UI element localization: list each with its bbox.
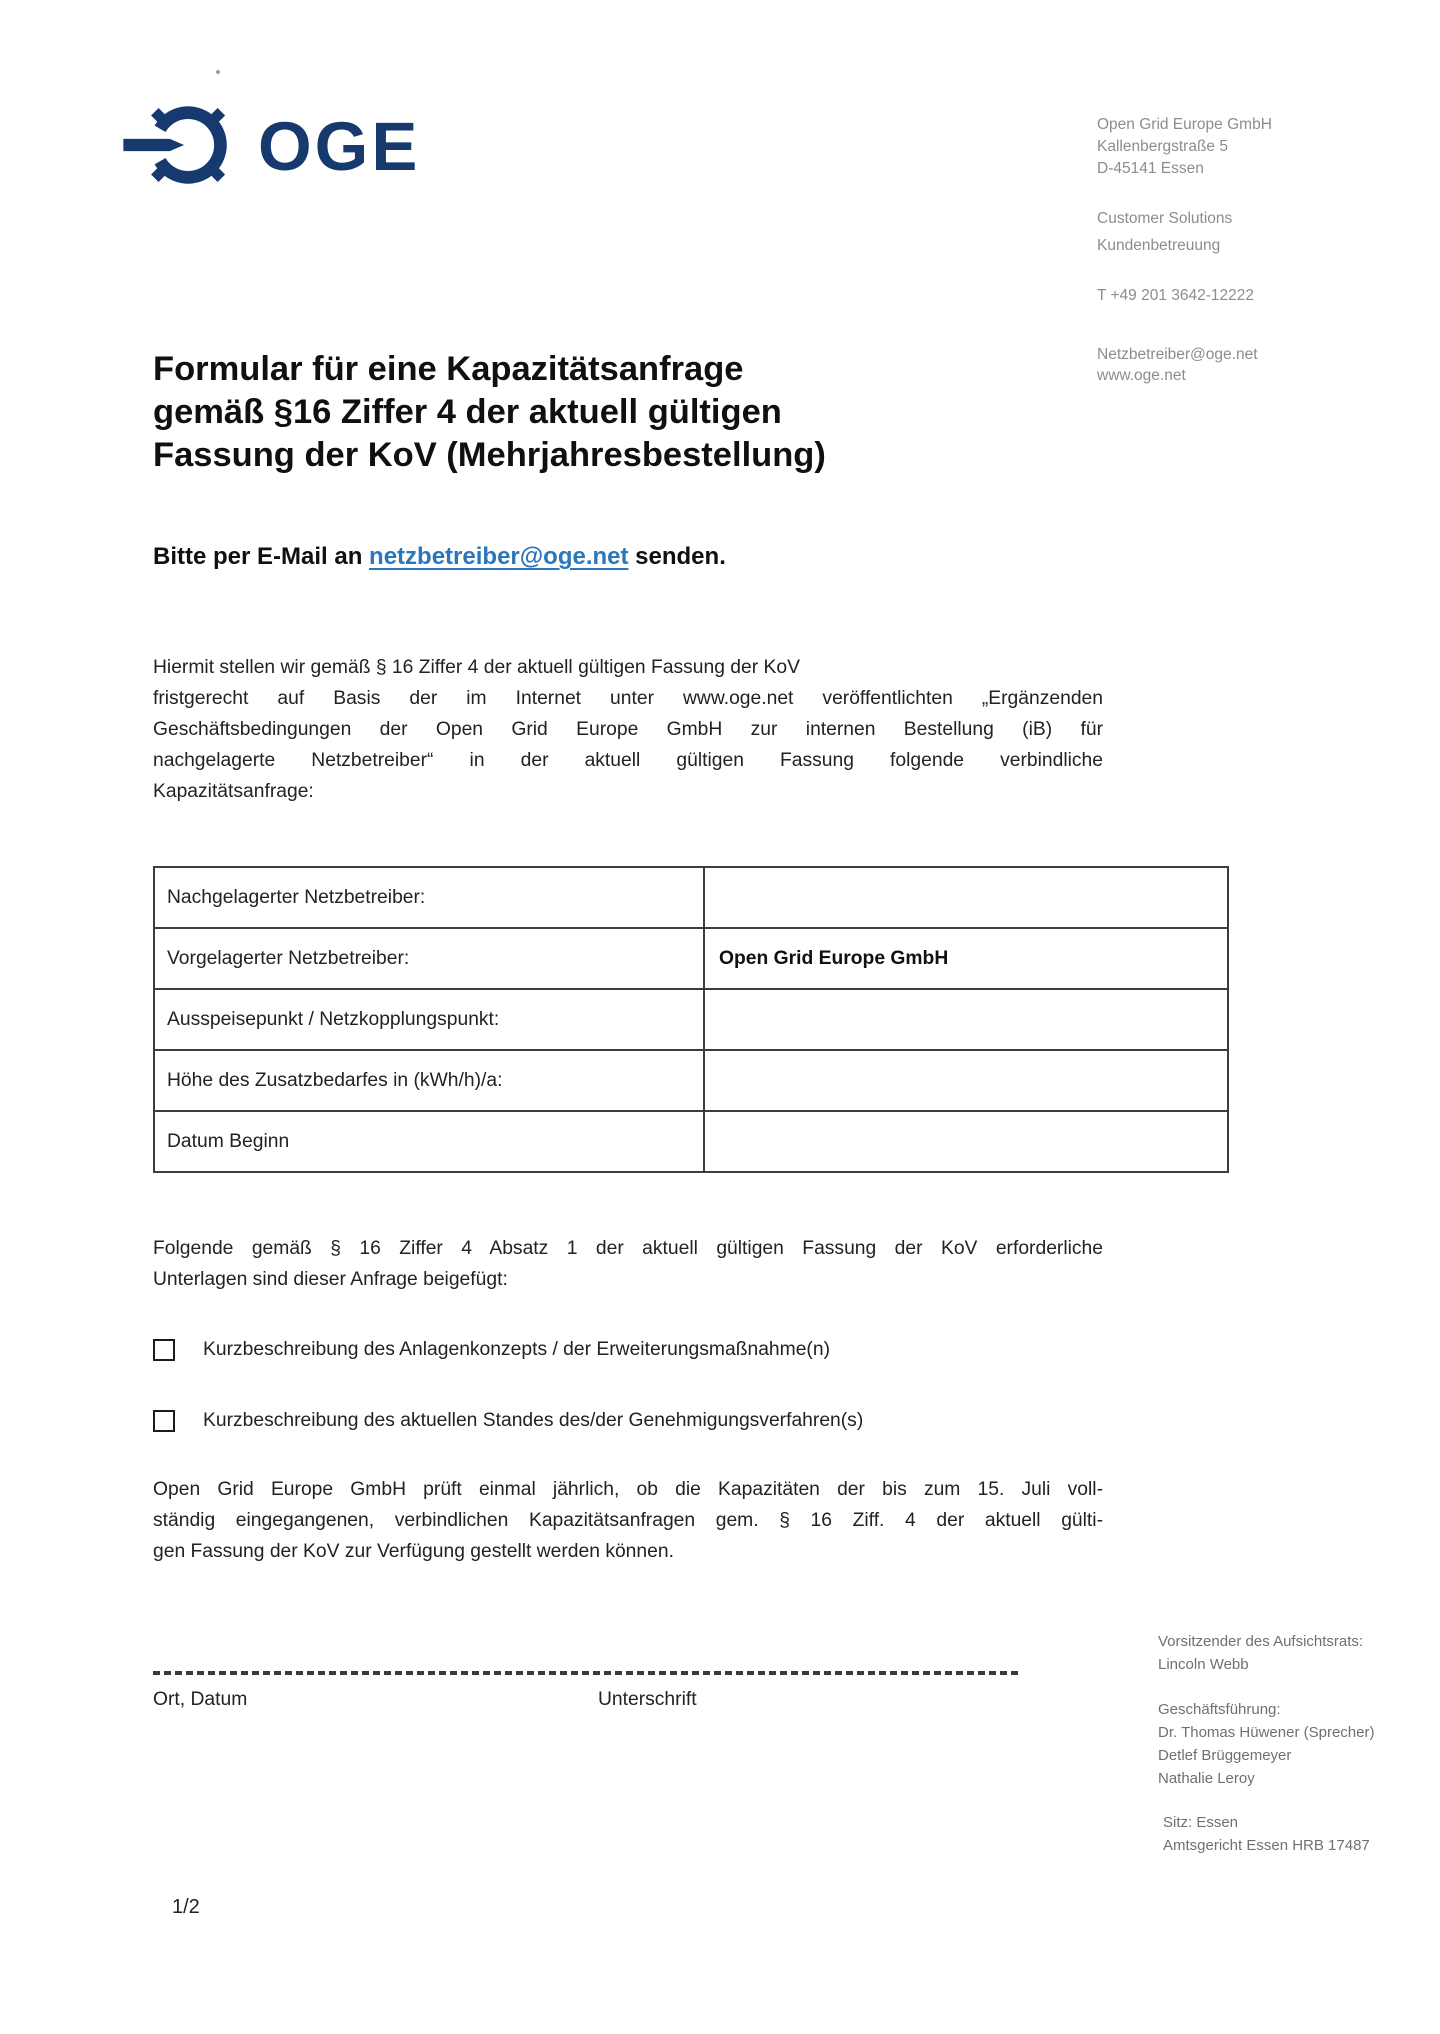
letterhead-city: D-45141 Essen (1097, 160, 1204, 177)
table-row (155, 868, 1227, 929)
supervisory-board-chair: Lincoln Webb (1158, 1656, 1249, 1673)
intro-line: fristgerecht auf Basis der im Internet unter www.oge.net veröffentlichten „Ergänzenden (153, 688, 1103, 709)
row-label-hoehe-zusatzbedarf: Höhe des Zusatzbedarfes in (kWh/h)/a: (155, 1051, 705, 1110)
table-row (155, 990, 1227, 1051)
intro-line: Kapazitätsanfrage: (153, 781, 314, 802)
oge-logo-wordmark: OGE (258, 108, 421, 185)
company-registry: Amtsgericht Essen HRB 17487 (1163, 1837, 1370, 1854)
page-number: 1/2 (172, 1896, 200, 1918)
manager-name: Nathalie Leroy (1158, 1770, 1255, 1787)
email-link[interactable]: netzbetreiber@oge.net (369, 543, 629, 570)
page-title-line1: Formular für eine Kapazitätsanfrage (153, 350, 744, 388)
attachments-intro-line: Unterlagen sind dieser Anfrage beigefügt: (153, 1269, 508, 1290)
attachment-item-1 (153, 1338, 830, 1362)
intro-line: nachgelagerte Netzbetreiber“ in der aktuell gültigen Fassung folgende verbindliche (153, 750, 1103, 771)
checkbox-genehmigungsverfahren-label: Kurzbeschreibung des aktuellen Standes des/der Genehmigungsverfahren(s) (203, 1410, 864, 1431)
place-date-label: Ort, Datum (153, 1689, 248, 1710)
capacity-request-table (153, 866, 1229, 1173)
legal-block (1158, 1630, 1428, 1857)
scan-speck (216, 70, 220, 74)
page-title (153, 348, 1053, 477)
closing-paragraph (153, 1474, 1103, 1567)
table-row (155, 1112, 1227, 1171)
signature-label: Unterschrift (598, 1689, 697, 1710)
mail-instruction (153, 543, 726, 571)
table-row (155, 929, 1227, 990)
attachments-intro-line: Folgende gemäß § 16 Ziffer 4 Absatz 1 der aktuell gültigen Fassung der KoV erforderliche (153, 1238, 1103, 1259)
supervisory-board-title: Vorsitzender des Aufsichtsrats: (1158, 1633, 1364, 1650)
field-nachgelagerter-netzbetreiber[interactable] (705, 868, 1227, 927)
letterhead-phone: T +49 201 3642-12222 (1097, 287, 1255, 304)
manager-name: Dr. Thomas Hüwener (Sprecher) (1158, 1724, 1375, 1741)
signature-line (153, 1671, 1022, 1675)
intro-line: Geschäftsbedingungen der Open Grid Europe GmbH zur internen Bestellung (iB) für (153, 719, 1103, 740)
manager-name: Detlef Brüggemeyer (1158, 1747, 1292, 1764)
mail-instruction-suffix: senden. (628, 543, 726, 570)
letterhead-street: Kallenbergstraße 5 (1097, 138, 1228, 155)
row-label-vorgelagerter-netzbetreiber: Vorgelagerter Netzbetreiber: (155, 929, 705, 988)
row-label-datum-beginn: Datum Beginn (155, 1112, 705, 1171)
checkbox-genehmigungsverfahren[interactable] (153, 1410, 175, 1432)
letterhead-email: Netzbetreiber@oge.net (1097, 346, 1258, 363)
letterhead-block (1097, 114, 1397, 386)
page-title-line2: gemäß §16 Ziffer 4 der aktuell gültigen (153, 393, 782, 431)
checkbox-anlagenkonzept[interactable] (153, 1339, 175, 1361)
intro-paragraph (153, 652, 1103, 807)
closing-line: gen Fassung der KoV zur Verfügung gestellt werden können. (153, 1541, 674, 1562)
row-label-ausspeisepunkt: Ausspeisepunkt / Netzkopplungspunkt: (155, 990, 705, 1049)
letterhead-company: Open Grid Europe GmbH (1097, 116, 1272, 133)
letterhead-department-de: Kundenbetreuung (1097, 237, 1221, 254)
attachments-intro (153, 1233, 1103, 1295)
mail-instruction-prefix: Bitte per E-Mail an (153, 543, 370, 570)
field-hoehe-zusatzbedarf[interactable] (705, 1051, 1227, 1110)
attachment-item-2 (153, 1409, 863, 1433)
letterhead-website: www.oge.net (1097, 367, 1186, 384)
management-title: Geschäftsführung: (1158, 1701, 1281, 1718)
table-row (155, 1051, 1227, 1112)
field-datum-beginn[interactable] (705, 1112, 1227, 1171)
closing-line: Open Grid Europe GmbH prüft einmal jährlich, ob die Kapazitäten der bis zum 15. Juli voll- (153, 1479, 1103, 1500)
company-seat: Sitz: Essen (1163, 1814, 1239, 1831)
oge-logo-icon (123, 100, 237, 190)
row-label-nachgelagerter-netzbetreiber: Nachgelagerter Netzbetreiber: (155, 868, 705, 927)
closing-line: ständig eingegangenen, verbindlichen Kapazitätsanfragen gem. § 16 Ziff. 4 der aktuell gülti- (153, 1510, 1103, 1531)
page-title-line3: Fassung der KoV (Mehrjahresbestellung) (153, 436, 826, 474)
intro-line: Hiermit stellen wir gemäß § 16 Ziffer 4 der aktuell gültigen Fassung der KoV (153, 657, 800, 678)
field-vorgelagerter-netzbetreiber: Open Grid Europe GmbH (719, 947, 949, 969)
checkbox-anlagenkonzept-label: Kurzbeschreibung des Anlagenkonzepts / der Erweiterungsmaßnahme(n) (203, 1339, 830, 1360)
letterhead-department-en: Customer Solutions (1097, 210, 1233, 227)
field-ausspeisepunkt[interactable] (705, 990, 1227, 1049)
